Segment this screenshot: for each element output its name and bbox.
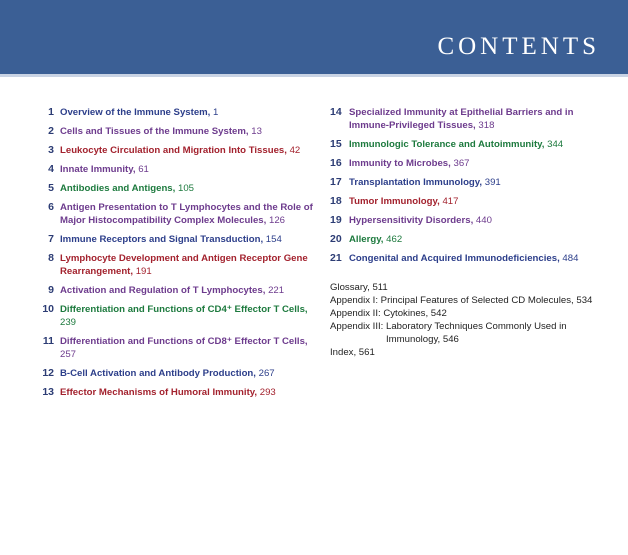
chapter-number: 10 [42, 303, 54, 315]
chapter-title: Hypersensitivity Disorders, [349, 215, 474, 226]
page-number: 462 [386, 234, 403, 245]
chapter-number: 1 [48, 106, 54, 118]
chapter-number: 2 [48, 125, 54, 137]
toc-entry-3[interactable] [40, 144, 325, 157]
chapter-number: 8 [48, 252, 54, 264]
page-number: 239 [60, 317, 77, 328]
chapter-number: 15 [330, 138, 342, 150]
toc-entry-10[interactable] [40, 303, 325, 329]
glossary-link[interactable]: Glossary, 511 [330, 282, 388, 293]
chapter-title: Innate Immunity, [60, 164, 136, 175]
toc-entry-19[interactable] [330, 214, 600, 227]
chapter-number: 21 [330, 252, 342, 264]
toc-entry-6[interactable] [40, 201, 325, 227]
chapter-number: 5 [48, 182, 54, 194]
appendix-1-link[interactable]: Appendix I: Principal Features of Selected CD Molecules, 534 [330, 295, 593, 306]
toc-entry-7[interactable] [40, 233, 325, 246]
chapter-title: B-Cell Activation and Antibody Production, [60, 368, 256, 379]
toc-entry-14[interactable] [330, 106, 600, 132]
toc-entry-12[interactable] [40, 367, 325, 380]
chapter-title: Tumor Immunology, [349, 196, 440, 207]
appendix-2-link[interactable]: Appendix II: Cytokines, 542 [330, 308, 447, 319]
chapter-number: 9 [48, 284, 54, 296]
toc-entry-5[interactable] [40, 182, 325, 195]
page-number: 42 [289, 145, 301, 156]
page-number: 61 [138, 164, 149, 175]
chapter-title: Immunologic Tolerance and Autoimmunity, [349, 139, 545, 150]
page-number: 126 [268, 215, 285, 226]
page-number: 13 [251, 126, 262, 137]
chapter-title: Activation and Regulation of T Lymphocytes, [60, 285, 266, 296]
appendix-3-line-1: Appendix III: Laboratory Techniques Commonly Used in [330, 321, 567, 332]
toc-entry-15[interactable] [330, 138, 600, 151]
chapter-title: Congenital and Acquired Immunodeficiencies, [349, 253, 560, 264]
chapter-title: Specialized Immunity at Epithelial Barriers and in Immune-Privileged Tissues, [349, 107, 574, 131]
toc-entry-18[interactable] [330, 195, 600, 208]
chapter-number: 4 [48, 163, 54, 175]
chapter-title: Effector Mechanisms of Humoral Immunity, [60, 387, 258, 398]
header-banner [0, 0, 628, 77]
appendix-3-link[interactable] [330, 320, 600, 346]
toc-entry-16[interactable] [330, 157, 600, 170]
appendix-3-line-2: Immunology, 546 [386, 334, 459, 345]
chapter-title: Antibodies and Antigens, [60, 183, 176, 194]
toc-entry-1[interactable] [40, 106, 325, 119]
chapter-title: Transplantation Immunology, [349, 177, 483, 188]
page-number: 221 [268, 285, 285, 296]
page-number: 154 [265, 234, 282, 245]
chapter-number: 6 [48, 201, 54, 213]
chapter-number: 7 [48, 233, 54, 245]
chapter-number: 3 [48, 144, 54, 156]
page-number: 318 [478, 120, 495, 131]
chapter-title: Lymphocyte Development and Antigen Receptor Gene Rearrangement, [60, 253, 308, 277]
page-number: 257 [60, 349, 77, 360]
page-title: CONTENTS [437, 33, 600, 60]
chapter-number: 12 [42, 367, 54, 379]
page-number: 267 [258, 368, 275, 379]
toc-entry-20[interactable] [330, 233, 600, 246]
page-number: 105 [177, 183, 194, 194]
chapter-number: 13 [42, 386, 54, 398]
toc-entry-17[interactable] [330, 176, 600, 189]
chapter-number: 18 [330, 195, 342, 207]
toc-entry-8[interactable] [40, 252, 325, 278]
chapter-number: 16 [330, 157, 342, 169]
chapter-title: Cells and Tissues of the Immune System, [60, 126, 249, 137]
chapter-number: 19 [330, 214, 342, 226]
toc-entry-21[interactable] [330, 252, 600, 265]
page-number: 440 [475, 215, 492, 226]
chapter-number: 17 [330, 176, 342, 188]
chapter-number: 11 [42, 335, 54, 347]
chapter-title: Allergy, [349, 234, 384, 245]
page-number: 191 [135, 266, 152, 277]
chapter-title: Differentiation and Functions of CD8⁺ Effector T Cells, [60, 336, 308, 347]
page-number: 391 [484, 177, 501, 188]
chapter-title: Immunity to Microbes, [349, 158, 451, 169]
index-link[interactable]: Index, 561 [330, 347, 375, 358]
toc-right-column [330, 106, 600, 359]
chapter-number: 20 [330, 233, 342, 245]
page-number: 417 [442, 196, 459, 207]
chapter-number: 14 [330, 106, 342, 118]
toc-entry-11[interactable] [40, 335, 325, 361]
toc-entry-13[interactable] [40, 386, 325, 399]
page-number: 293 [259, 387, 276, 398]
toc-left-column [40, 106, 325, 405]
chapter-title: Overview of the Immune System, [60, 107, 211, 118]
page-number: 1 [213, 107, 219, 118]
back-matter [330, 281, 600, 359]
toc-entry-4[interactable] [40, 163, 325, 176]
page-number: 344 [547, 139, 564, 150]
page-number: 484 [562, 253, 579, 264]
chapter-title: Leukocyte Circulation and Migration Into Tissues, [60, 145, 287, 156]
toc-entry-9[interactable] [40, 284, 325, 297]
chapter-title: Antigen Presentation to T Lymphocytes and the Role of Major Histocompatibility Complex Molecules, [60, 202, 313, 226]
page-number: 367 [453, 158, 470, 169]
chapter-title: Differentiation and Functions of CD4⁺ Effector T Cells, [60, 304, 308, 315]
chapter-title: Immune Receptors and Signal Transduction, [60, 234, 264, 245]
toc-entry-2[interactable] [40, 125, 325, 138]
